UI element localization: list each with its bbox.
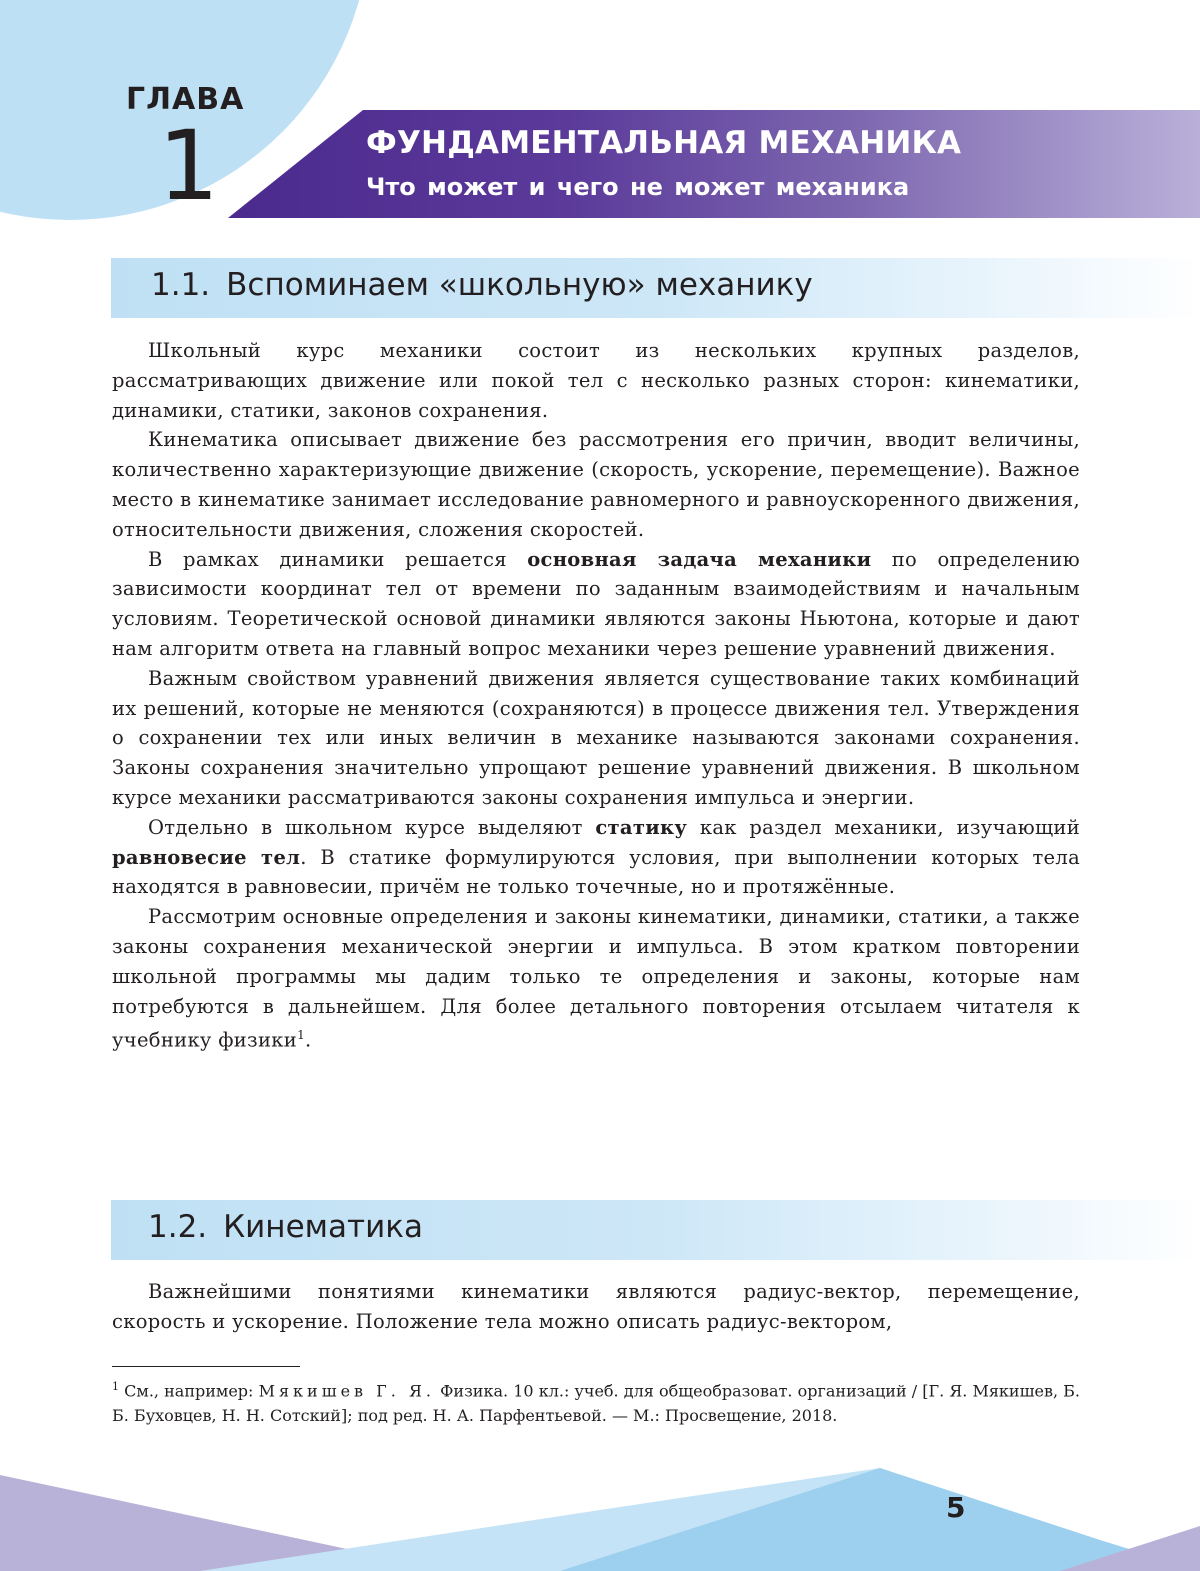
section-heading-1-2 xyxy=(111,1200,1200,1260)
text-run: по определению зависимости координат тел от времени по заданным взаимодействиям и начальным условиям. Теоретической основой динамики являются законы Ньютона, которые и дают нам алгоритм ответа на главный вопрос механики через решение уравнений движения. xyxy=(112,547,1081,660)
text-run: Отдельно в школьном курсе выделяют xyxy=(148,815,596,839)
text-run: Рассмотрим основные определения и законы кинематики, динамики, статики, а также законы сохранения механической энергии и импульса. В этом кратком повторении школьной программы мы дадим только те определения и законы, которые нам потребуются в дальнейшем. Для более детального повторения отсылаем читателя к учебнику физики xyxy=(112,905,1080,1052)
bold-term: основная задача механики xyxy=(527,547,872,571)
text-run: Важным свойством уравнений движения является существование таких комбинаций их решений, которые не меняются (сохраняются) в процессе движения тел. Утверждения о сохранении тех или иных величин в механике называются законами сохранения. Законы сохранения значительно упрощают решение уравнений движения. В школьном курсе механики рассматриваются законы сохранения импульса и энергии. xyxy=(112,666,1080,809)
text-run: . xyxy=(305,1028,312,1052)
bottom-decoration xyxy=(0,1440,1200,1571)
section-number: 1.1. xyxy=(151,267,211,303)
section-title xyxy=(151,267,813,303)
text-run: Важнейшими понятиями кинематики являются радиус-вектор, перемещение, скорость и ускорение. Положение тела можно описать радиус-вектором, xyxy=(112,1280,1080,1333)
text-run: . В статике формулируются условия, при выполнении которых тела находятся в равновесии, причём не только точечные, но и протяжённые. xyxy=(112,845,1081,899)
text-run: как раздел механики, изучающий xyxy=(687,815,1081,839)
footnote-ref: 1 xyxy=(297,1028,306,1043)
text-run: В рамках динамики решается xyxy=(148,547,528,571)
footnote xyxy=(112,1374,1080,1428)
chapter-title: ФУНДАМЕНТАЛЬНАЯ МЕХАНИКА xyxy=(366,125,962,161)
chapter-subtitle: Что может и чего не может механика xyxy=(366,173,910,201)
section-title-text: Кинематика xyxy=(223,1209,423,1245)
chapter-label: ГЛАВА xyxy=(126,82,245,117)
body-paragraph xyxy=(112,664,1080,813)
text-run: Школьный курс механики состоит из нескольких крупных разделов, рассматривающих движение или покой тел с несколько разных сторон: кинематики, динамики, статики, законов сохранения. xyxy=(112,339,1080,422)
section-number: 1.2. xyxy=(148,1209,208,1245)
chapter-number: 1 xyxy=(158,110,220,222)
footnote-author: Мякишев Г. Я. xyxy=(258,1381,435,1401)
body-paragraph xyxy=(112,336,1080,425)
body-paragraph xyxy=(112,1277,1080,1337)
body-paragraph xyxy=(112,545,1080,664)
section-body-1-2 xyxy=(112,1277,1080,1337)
body-paragraph xyxy=(112,425,1080,544)
footnote-divider xyxy=(112,1366,300,1367)
section-title-text: Вспоминаем «школьную» механику xyxy=(226,267,813,303)
footnote-text: Физика. 10 кл.: учеб. для общеобразоват. организаций / [Г. Я. Мякишев, Б. Б. Буховцев, Н. Н. Сотский]; под ред. Н. А. Парфентьевой. — М.: Просвещение, 2018. xyxy=(112,1381,1081,1426)
page-number: 5 xyxy=(946,1491,966,1524)
section-heading-1-1 xyxy=(111,258,1200,318)
section-body-1-1 xyxy=(112,336,1080,1056)
bold-term: равновесие тел xyxy=(112,845,301,869)
bold-term: статику xyxy=(595,815,688,839)
body-paragraph xyxy=(112,902,1080,1055)
footnote-prefix: См., например: xyxy=(119,1381,259,1401)
text-run: Кинематика описывает движение без рассмотрения его причин, вводит величины, количественно характеризующие движение (скорость, ускорение, перемещение). Важное место в кинематике занимает исследование равномерного и равноускоренного движения, относительности движения, сложения скоростей. xyxy=(112,428,1080,541)
footnote-marker: 1 xyxy=(112,1380,119,1393)
body-paragraph xyxy=(112,813,1080,902)
section-title xyxy=(148,1209,423,1245)
